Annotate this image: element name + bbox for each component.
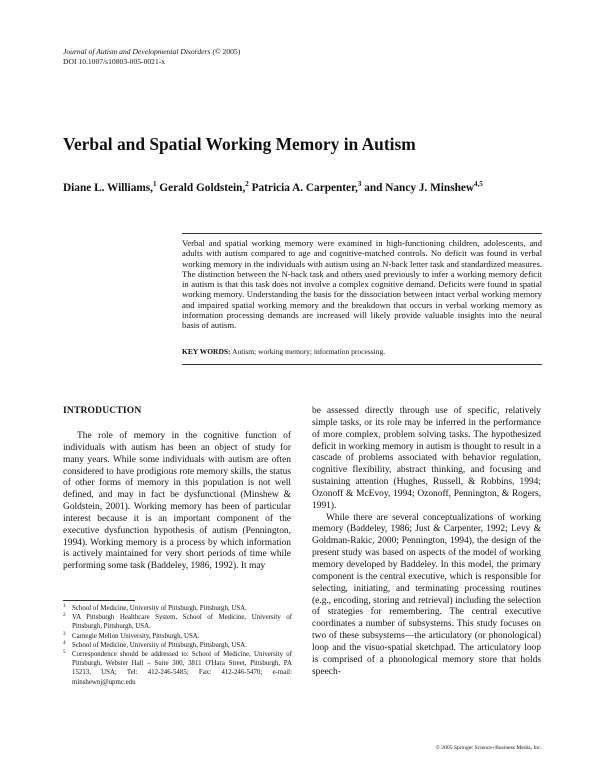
footnote-number: 3 xyxy=(63,630,66,637)
author-affiliation-marker: 4,5 xyxy=(474,180,483,189)
author-name: Patricia A. Carpenter, xyxy=(248,182,358,194)
journal-header xyxy=(63,47,240,67)
footnote xyxy=(63,613,292,631)
body-paragraph: The role of memory in the cognitive function of individuals with autism has been an object of study for many years. While some individuals with autism are often considered to have prodigious rote memory skills, the status of other forms of memory in this population is not well defined, and may in fact be dysfunctional (Minshew & Goldstein, 2001). Working memory has been of particular interest because it is an important component of the executive dysfunction hypothesis of autism (Pennington, 1994). Working memory is a process by which information is actively maintained for very short periods of time while performing some task (Baddeley, 1986, 1992). It may xyxy=(63,431,291,572)
author-list xyxy=(63,181,543,195)
section-heading: INTRODUCTION xyxy=(63,406,142,416)
abstract xyxy=(182,238,542,330)
footnote-text: VA Pittsburgh Healthcare System, School of Medicine, University of Pittsburgh, Pittsburgh, USA. xyxy=(72,614,292,631)
footnote-text: Correspondence should be addressed to: School of Medicine, University of Pittsburgh, Webster Hall – Suite 300, 3811 O'Hara Street, Pittsburgh, PA 15213, USA; Tel: 412-246-5485; Fax: 412-246-5470; e-mail: minshewnj@upmc.edu xyxy=(72,651,292,686)
journal-year: (© 2005) xyxy=(212,47,241,56)
keywords-label: KEY WORDS: xyxy=(182,347,231,356)
footnote-rule xyxy=(63,600,135,601)
right-column xyxy=(312,406,541,678)
footnote-text: School of Medicine, University of Pittsburgh, Pittsburgh, USA. xyxy=(72,641,247,649)
keywords xyxy=(182,347,542,357)
footnote-text: Carnegie Mellon University, Pittsburgh, USA. xyxy=(72,632,200,640)
author-name: Gerald Goldstein, xyxy=(156,182,246,194)
body-paragraph: be assessed directly through use of specific, relatively simple tasks, or its role may be inferred in the performance of more complex, problem solving tasks. The hypothesized deficit in working memory in autism is thought to result in a cascade of problems associated with behavior regulation, cognitive flexibility, abstract thinking, and focusing and sustaining attention (Hughes, Russell, & Robbins, 1994; Ozonoff & McEvoy, 1994; Ozonoff, Pennington, & Rogers, 1991). xyxy=(312,406,541,511)
left-column xyxy=(63,431,291,573)
footnote xyxy=(63,604,292,613)
footnotes xyxy=(63,604,292,687)
footnote-number: 2 xyxy=(63,612,66,619)
footnote-number: 4 xyxy=(63,639,66,646)
abstract-top-rule xyxy=(182,233,542,234)
footnote xyxy=(63,632,292,641)
copyright-notice: © 2005 Springer Science+Business Media, Inc. xyxy=(435,745,542,751)
keywords-text: Autism; working memory; information processing. xyxy=(230,347,386,356)
paper-title: Verbal and Spatial Working Memory in Autism xyxy=(63,134,416,154)
author-affiliation-marker: 3 xyxy=(357,180,362,189)
body-paragraph: While there are several conceptualizations of working memory (Baddeley, 1986; Just & Carpenter, 1992; Levy & Goldman-Rakic, 2000; Pennington, 1994), the design of the present study was based on aspects of the model of working memory developed by Baddeley. In this model, the primary component is the central executive, which is responsible for selecting, initiating, and terminating processing routines (e.g., encoding, storing and retrieval) including the selection of strategies for remembering. The central executive coordinates a number of subsystems. This study focuses on two of these subsystems—the articulatory (or phonological) loop and the visuo-spatial sketchpad. The articulatory loop is comprised of a phonological memory store that holds speech- xyxy=(312,512,541,677)
author-affiliation-marker: 1 xyxy=(152,180,157,189)
abstract-text: Verbal and spatial working memory were examined in high-functioning children, adolescents, and adults with autism compared to age and cognitive-matched controls. No deficit was found in verbal working memory in the individuals with autism using an N-back letter task and standardized measures. The distinction between the N-back task and others used previously to infer a working memory deficit in autism is that this task does not involve a complex cognitive demand. Deficits were found in spatial working memory. Understanding the basis for the dissociation between intact verbal working memory and impaired spatial working memory and the breakdown that occurs in verbal working memory as information processing demands are increased will likely provide valuable insights into the neural basis of autism. xyxy=(182,238,542,330)
footnote-number: 5 xyxy=(63,649,66,656)
journal-name: Journal of Autism and Developmental Disorders xyxy=(63,47,211,56)
author-name: and Nancy J. Minshew xyxy=(361,182,475,194)
footnote-number: 1 xyxy=(63,603,66,609)
author-affiliation-marker: 2 xyxy=(245,180,249,189)
author-name: Diane L. Williams, xyxy=(63,182,153,194)
footnote xyxy=(63,650,292,687)
abstract-bottom-rule xyxy=(182,364,542,365)
footnote-text: School of Medicine, University of Pittsburgh, Pittsburgh, USA. xyxy=(72,605,247,612)
footnote xyxy=(63,641,292,650)
doi: DOI 10.1007/s10803-005-0021-x xyxy=(63,57,166,66)
